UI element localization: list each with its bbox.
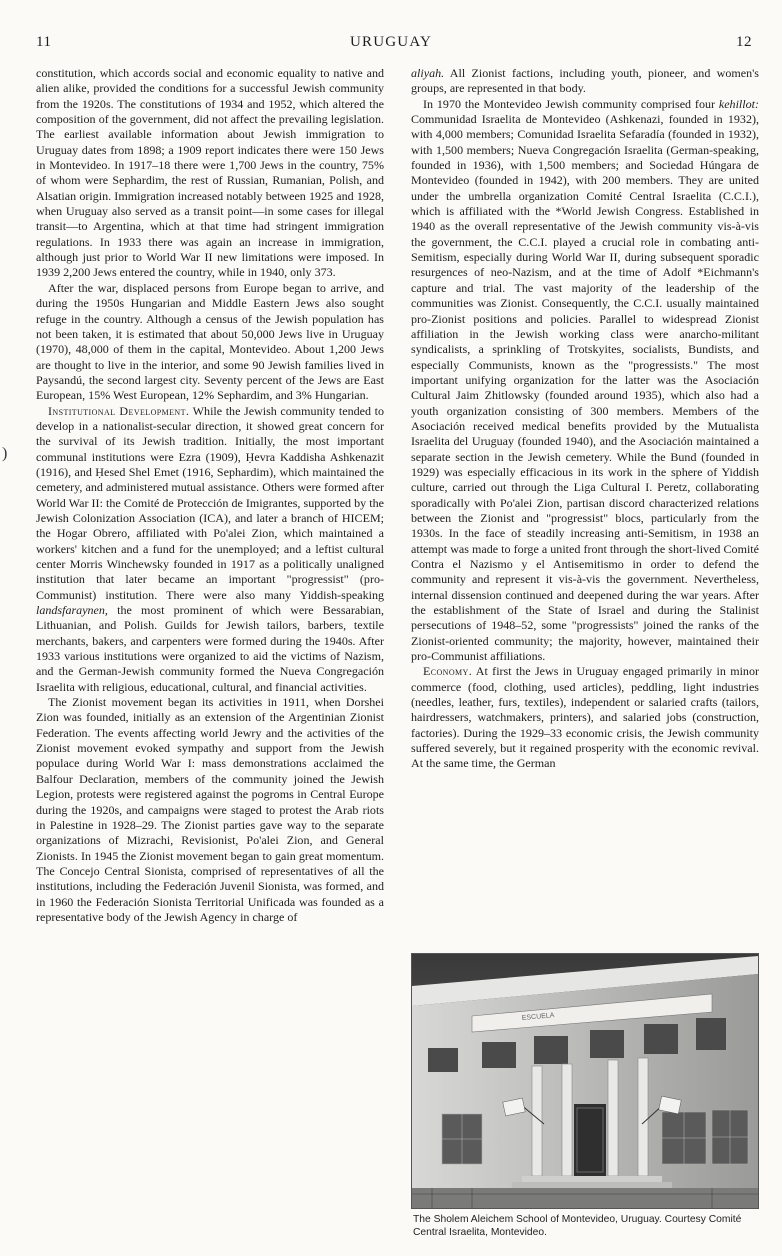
paragraph-text: While the Jewish community tended to develop in a nationalist-secular direction, it showed great concern for the survival of its Jewish tradition. Initially, the most important communal institutions were Ezra (1909), Ḥevra Kaddisha Ashkenazit (1916), and Ḥesed Shel Emet (1916, Sephardim), which maintained the cemetery, and administered mutual assistance. Others were formed after World War II: the Comité de Protección de Imigrantes, supported by the Jewish Colonization Association (ICA), and later a branch of HICEM; the Hogar Obrero, affiliated with Po'alei Zion, which maintained a workers' kitchen and a fund for the unemployed; and a leftist cultural center Morris Winchewsky founded in 1917 as a politically unaligned institution that later became an important "progressist" (pro-Communist) institution. There were also many Yiddish-speaking — [36, 403, 384, 602]
italic-term: landsfaraynen, — [36, 603, 108, 618]
page-number-right: 12 — [736, 34, 752, 50]
paragraph-text: the most prominent of which were Bessarabian, Lithuanian, and Polish. Guilds for Jewish tailors, barbers, textile merchants, bakers, and carpenters were formed during the 1940s. After 1933 various institutions were organized to aid the victims of Nazism, and the German-Jewish community formed the Nueva Congregación Israelita with religious, educational, cultural, and financial activities. — [36, 603, 384, 694]
right-column — [411, 66, 759, 772]
paragraph-text: Communidad Israelita de Montevideo (Ashkenazi, founded in 1932), with 4,000 members; Comunidad Israelita Sefaradía (founded in 1932), with 1,500 members; Nueva Congregación Israelita (German-speaking, founded in 1936), with 1,500 members; and Sociedad Húngara de Montevideo (founded in 1942), with 200 members. They are united under the umbrella organization Comité Central Israelita (C.C.I.), which is affiliated with the *World Jewish Congress. Established in 1940 as the overall representative of the Jewish community vis-à-vis the government, the C.C.I. played a crucial role in combating anti-Semitism, especially during World War II, during subsequent sporadic resurgences of neo-Nazism, and at the time of Adolf *Eichmann's capture and trial. The vast majority of the leadership of the communities was Zionist. Consequently, the C.C.I. usually maintained pro-Zionist positions and policies. Parallel to widespread Zionist affiliation in the Jewish working class were anarcho-militant syndicalists, a sprinkling of Trotskyites, socialists, Bundists, and especially Communists, known as the "progressists." The most important unifying organization for the latter was the Asociación Cultural Jaim Zhitlowsky (founded around 1935), which also had a youth organization consisting of 300 members. Members of the Asociación received medical benefits provided by the Mutualista Israelita del Uruguay (founded 1940), and the Asociación maintained a separate section in the Jewish cemetery. While the Bund (founded in 1929) was especially efficacious in its work in the sphere of Yiddish culture, carried out through the Liga Cultural I. Peretz, collaborating sporadically with Po'alei Zion, partisan discord characterized relations between the Zionist and "progressist" blocs, particularly from the 1930s. In the face of steadily increasing anti-Semitism, in 1938 an attempt was made to forge a united front through the short-lived Comité Contra el Nazismo y el Antisemitismo in order to defend the community and represent it vis-à-vis the government. Nevertheless, internal dissension continued and deepened during the war years. After the establishment of the State of Israel and during the Stalinist persecutions of 1948–52, some "progressists" joined the ranks of the Zionist-oriented community; the majority, however, maintained their pro-Communist affiliations. — [411, 112, 759, 664]
building-illustration — [412, 954, 758, 1208]
paragraph: The Zionist movement began its activities in 1911, when Dorshei Zion was founded, initially as an extension of the Argentinian Zionist Federation. The events affecting world Jewry and the activities of the Zionist movement evoked sympathy and support from the Jewish populace during World War I: mass demonstrations acclaimed the Balfour Declaration, members of the community joined the Jewish Legion, protests were registered against the pogroms in Central Europe during the 1920s, and campaigns were staged to protest the Arab riots in Palestine in 1928–29. The Zionist parties gave way to the separate organizations of Mizrachi, Revisionist, Po'alei Zion, and General Zionists. In 1945 the Zionist movement began to gain great momentum. The Concejo Central Sionista, comprised of representatives of all the institutions, including the Federación Juvenil Sionista, was formed, and in 1960 the Federación Sionista Territorial Unificada was founded as a representative body of the Jewish Agency in charge of — [36, 695, 384, 924]
paragraph: constitution, which accords social and economic equality to native and alien alike, provided the conditions for a successful Jewish community from the 1920s. The constitutions of 1934 and 1952, which altered the composition of the government, did not affect the prevailing legislation. The earliest available information about Jewish immigration to Uruguay dates from 1898; a 1909 report indicates there were 150 Jews in Montevideo. In 1917–18 there were 1,700 Jews in the country, 75% of whom were Sephardim, the rest of Russian, Rumanian, Polish, and Alsatian origin. Immigration increased notably between 1925 and 1928, when Uruguay also served as a transit point—in some cases for illegal transit—to Argentina, which at that time had stringent immigration regulations. In 1933 there was again an increase in immigration, although just prior to World War II new limitations were imposed. In 1939 2,200 Jews entered the country, while in 1940, only 373. — [36, 66, 384, 280]
section-heading: Economy. — [423, 664, 473, 679]
italic-term: aliyah. — [411, 66, 445, 80]
paragraph — [411, 97, 759, 665]
running-head: URUGUAY — [349, 34, 433, 50]
paragraph — [36, 404, 384, 696]
svg-text:ESCUELA: ESCUELA — [521, 1012, 555, 1022]
paragraph: After the war, displaced persons from Europe began to arrive, and during the 1950s Hungarian and Middle Eastern Jews also sought refuge in the country. Although a census of the Jewish population has not been taken, it is estimated that about 50,000 Jews live in Uruguay (1970), 48,000 of them in the capital, Montevideo. About 1,200 Jews are thought to live in the interior, and some 90 Jewish families lived in Paysandú, the second largest city. Seventy percent of the Jews are East European, 15% West European, 12% Sephardim, and 3% Hungarian. — [36, 280, 384, 403]
page-number-left: 11 — [36, 34, 52, 50]
margin-mark: ) — [2, 445, 8, 462]
section-heading: Institutional Development. — [48, 403, 190, 418]
paragraph-text: All Zionist factions, including youth, pioneer, and women's groups, are represented in that body. — [411, 66, 759, 96]
left-column — [36, 66, 384, 925]
paragraph-text: In 1970 the Montevideo Jewish community comprised four — [423, 96, 719, 111]
paragraph — [411, 664, 759, 771]
photo-caption: The Sholem Aleichem School of Montevideo, Uruguay. Courtesy Comité Central Israelita, Montevideo. — [413, 1214, 742, 1238]
paragraph — [411, 66, 759, 97]
italic-term: kehillot: — [718, 96, 759, 111]
paragraph-text: At first the Jews in Uruguay engaged primarily in minor commerce (food, clothing, used articles), peddling, light industries (needles, leather, furs, textiles), independent or salaried crafts (tailors, hairdressers, watchmakers, printers), and salaried jobs (construction, factories). During the 1929–33 economic crisis, the Jewish community suffered severely, but it regained prosperity with the economic revival. At the same time, the German — [411, 664, 759, 771]
school-building-photo — [411, 953, 759, 1209]
